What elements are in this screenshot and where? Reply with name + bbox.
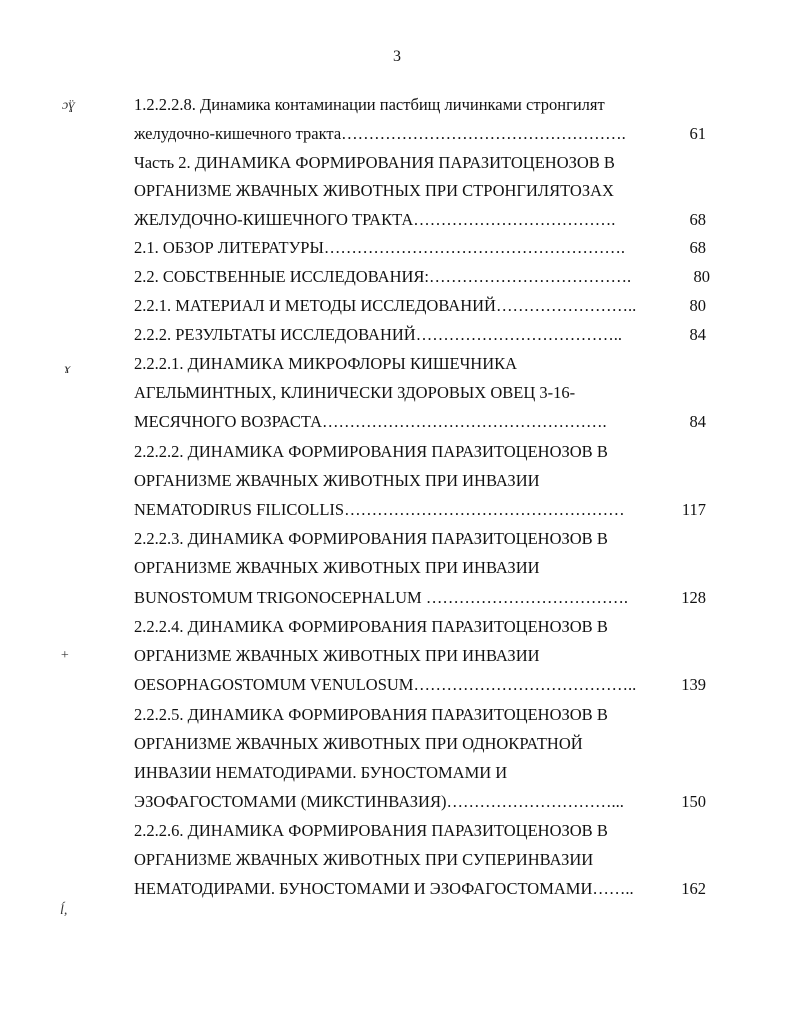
toc-line: НЕМАТОДИРАМИ. БУНОСТОМАМИ И ЭЗОФАГОСТОМАМИ…….. <box>134 879 634 898</box>
toc-line: 2.2.1. МАТЕРИАЛ И МЕТОДЫ ИССЛЕДОВАНИЙ…………………….. <box>134 296 637 315</box>
toc-line: ОРГАНИЗМЕ ЖВАЧНЫХ ЖИВОТНЫХ ПРИ ИНВАЗИИ <box>134 646 540 665</box>
toc-line: ЖЕЛУДОЧНО-КИШЕЧНОГО ТРАКТА………………………………. <box>134 210 616 229</box>
margin-mark: ɔ̈ɣ <box>62 98 75 113</box>
margin-mark: ɤ <box>64 362 71 377</box>
toc-line: желудочно-кишечного тракта……………………………………………. <box>134 124 626 143</box>
page-ref: 150 <box>681 792 706 811</box>
toc-line: 2.1. ОБЗОР ЛИТЕРАТУРЫ………………………………………………. <box>134 238 625 257</box>
toc-line: OESOPHAGOSTOMUM VENULOSUM………………………………….. <box>134 675 637 694</box>
page-number: 3 <box>393 48 401 65</box>
page-ref: 162 <box>681 879 706 898</box>
toc-line: 2.2.2.4. ДИНАМИКА ФОРМИРОВАНИЯ ПАРАЗИТОЦЕНОЗОВ В <box>134 617 608 636</box>
page-ref: 80 <box>693 267 710 286</box>
toc-line: ОРГАНИЗМЕ ЖВАЧНЫХ ЖИВОТНЫХ ПРИ СТРОНГИЛЯТОЗАХ <box>134 181 614 200</box>
toc-line: ОРГАНИЗМЕ ЖВАЧНЫХ ЖИВОТНЫХ ПРИ ОДНОКРАТНОЙ <box>134 734 583 753</box>
margin-mark: + <box>60 648 70 663</box>
toc-line: 2.2. СОБСТВЕННЫЕ ИССЛЕДОВАНИЯ:………………………………. <box>134 267 632 286</box>
page-ref: 84 <box>689 412 706 431</box>
page-ref: 117 <box>681 500 706 519</box>
toc-line: АГЕЛЬМИНТНЫХ, КЛИНИЧЕСКИ ЗДОРОВЫХ ОВЕЦ 3-16- <box>134 383 576 402</box>
toc-line: ЭЗОФАГОСТОМАМИ (МИКСТИНВАЗИЯ)…………………………... <box>134 792 624 811</box>
margin-mark: ĺ, <box>60 903 68 918</box>
page-ref: 139 <box>681 675 706 694</box>
toc-line: МЕСЯЧНОГО ВОЗРАСТА……………………………………………. <box>134 412 607 431</box>
toc-line: 2.2.2.2. ДИНАМИКА ФОРМИРОВАНИЯ ПАРАЗИТОЦЕНОЗОВ В <box>134 442 608 461</box>
toc-line: ОРГАНИЗМЕ ЖВАЧНЫХ ЖИВОТНЫХ ПРИ СУПЕРИНВАЗИИ <box>134 850 594 869</box>
toc-line: ИНВАЗИИ НЕМАТОДИРАМИ. БУНОСТОМАМИ И <box>134 763 508 782</box>
toc-line: Часть 2. ДИНАМИКА ФОРМИРОВАНИЯ ПАРАЗИТОЦЕНОЗОВ В <box>134 153 615 172</box>
toc-line: 2.2.2.6. ДИНАМИКА ФОРМИРОВАНИЯ ПАРАЗИТОЦЕНОЗОВ В <box>134 821 608 840</box>
page-ref: 68 <box>689 238 706 257</box>
page-ref: 68 <box>689 210 706 229</box>
toc-line: ОРГАНИЗМЕ ЖВАЧНЫХ ЖИВОТНЫХ ПРИ ИНВАЗИИ <box>134 558 540 577</box>
toc-line: 1.2.2.2.8. Динамика контаминации пастбищ личинками стронгилят <box>134 95 605 114</box>
toc-line: BUNOSTOMUM TRIGONOCEPHALUM ………………………………. <box>134 588 628 607</box>
toc-line: ОРГАНИЗМЕ ЖВАЧНЫХ ЖИВОТНЫХ ПРИ ИНВАЗИИ <box>134 471 540 490</box>
page-ref: 128 <box>681 588 706 607</box>
toc-line: NEMATODIRUS FILICOLLIS…………………………………………… <box>134 500 625 519</box>
toc-line: 2.2.2.1. ДИНАМИКА МИКРОФЛОРЫ КИШЕЧНИКА <box>134 354 518 373</box>
page-ref: 80 <box>689 296 706 315</box>
toc-line: 2.2.2.3. ДИНАМИКА ФОРМИРОВАНИЯ ПАРАЗИТОЦЕНОЗОВ В <box>134 529 608 548</box>
page-ref: 61 <box>689 124 706 143</box>
toc-line: 2.2.2. РЕЗУЛЬТАТЫ ИССЛЕДОВАНИЙ……………………………….. <box>134 325 622 344</box>
page-ref: 84 <box>689 325 706 344</box>
toc-line: 2.2.2.5. ДИНАМИКА ФОРМИРОВАНИЯ ПАРАЗИТОЦЕНОЗОВ В <box>134 705 608 724</box>
